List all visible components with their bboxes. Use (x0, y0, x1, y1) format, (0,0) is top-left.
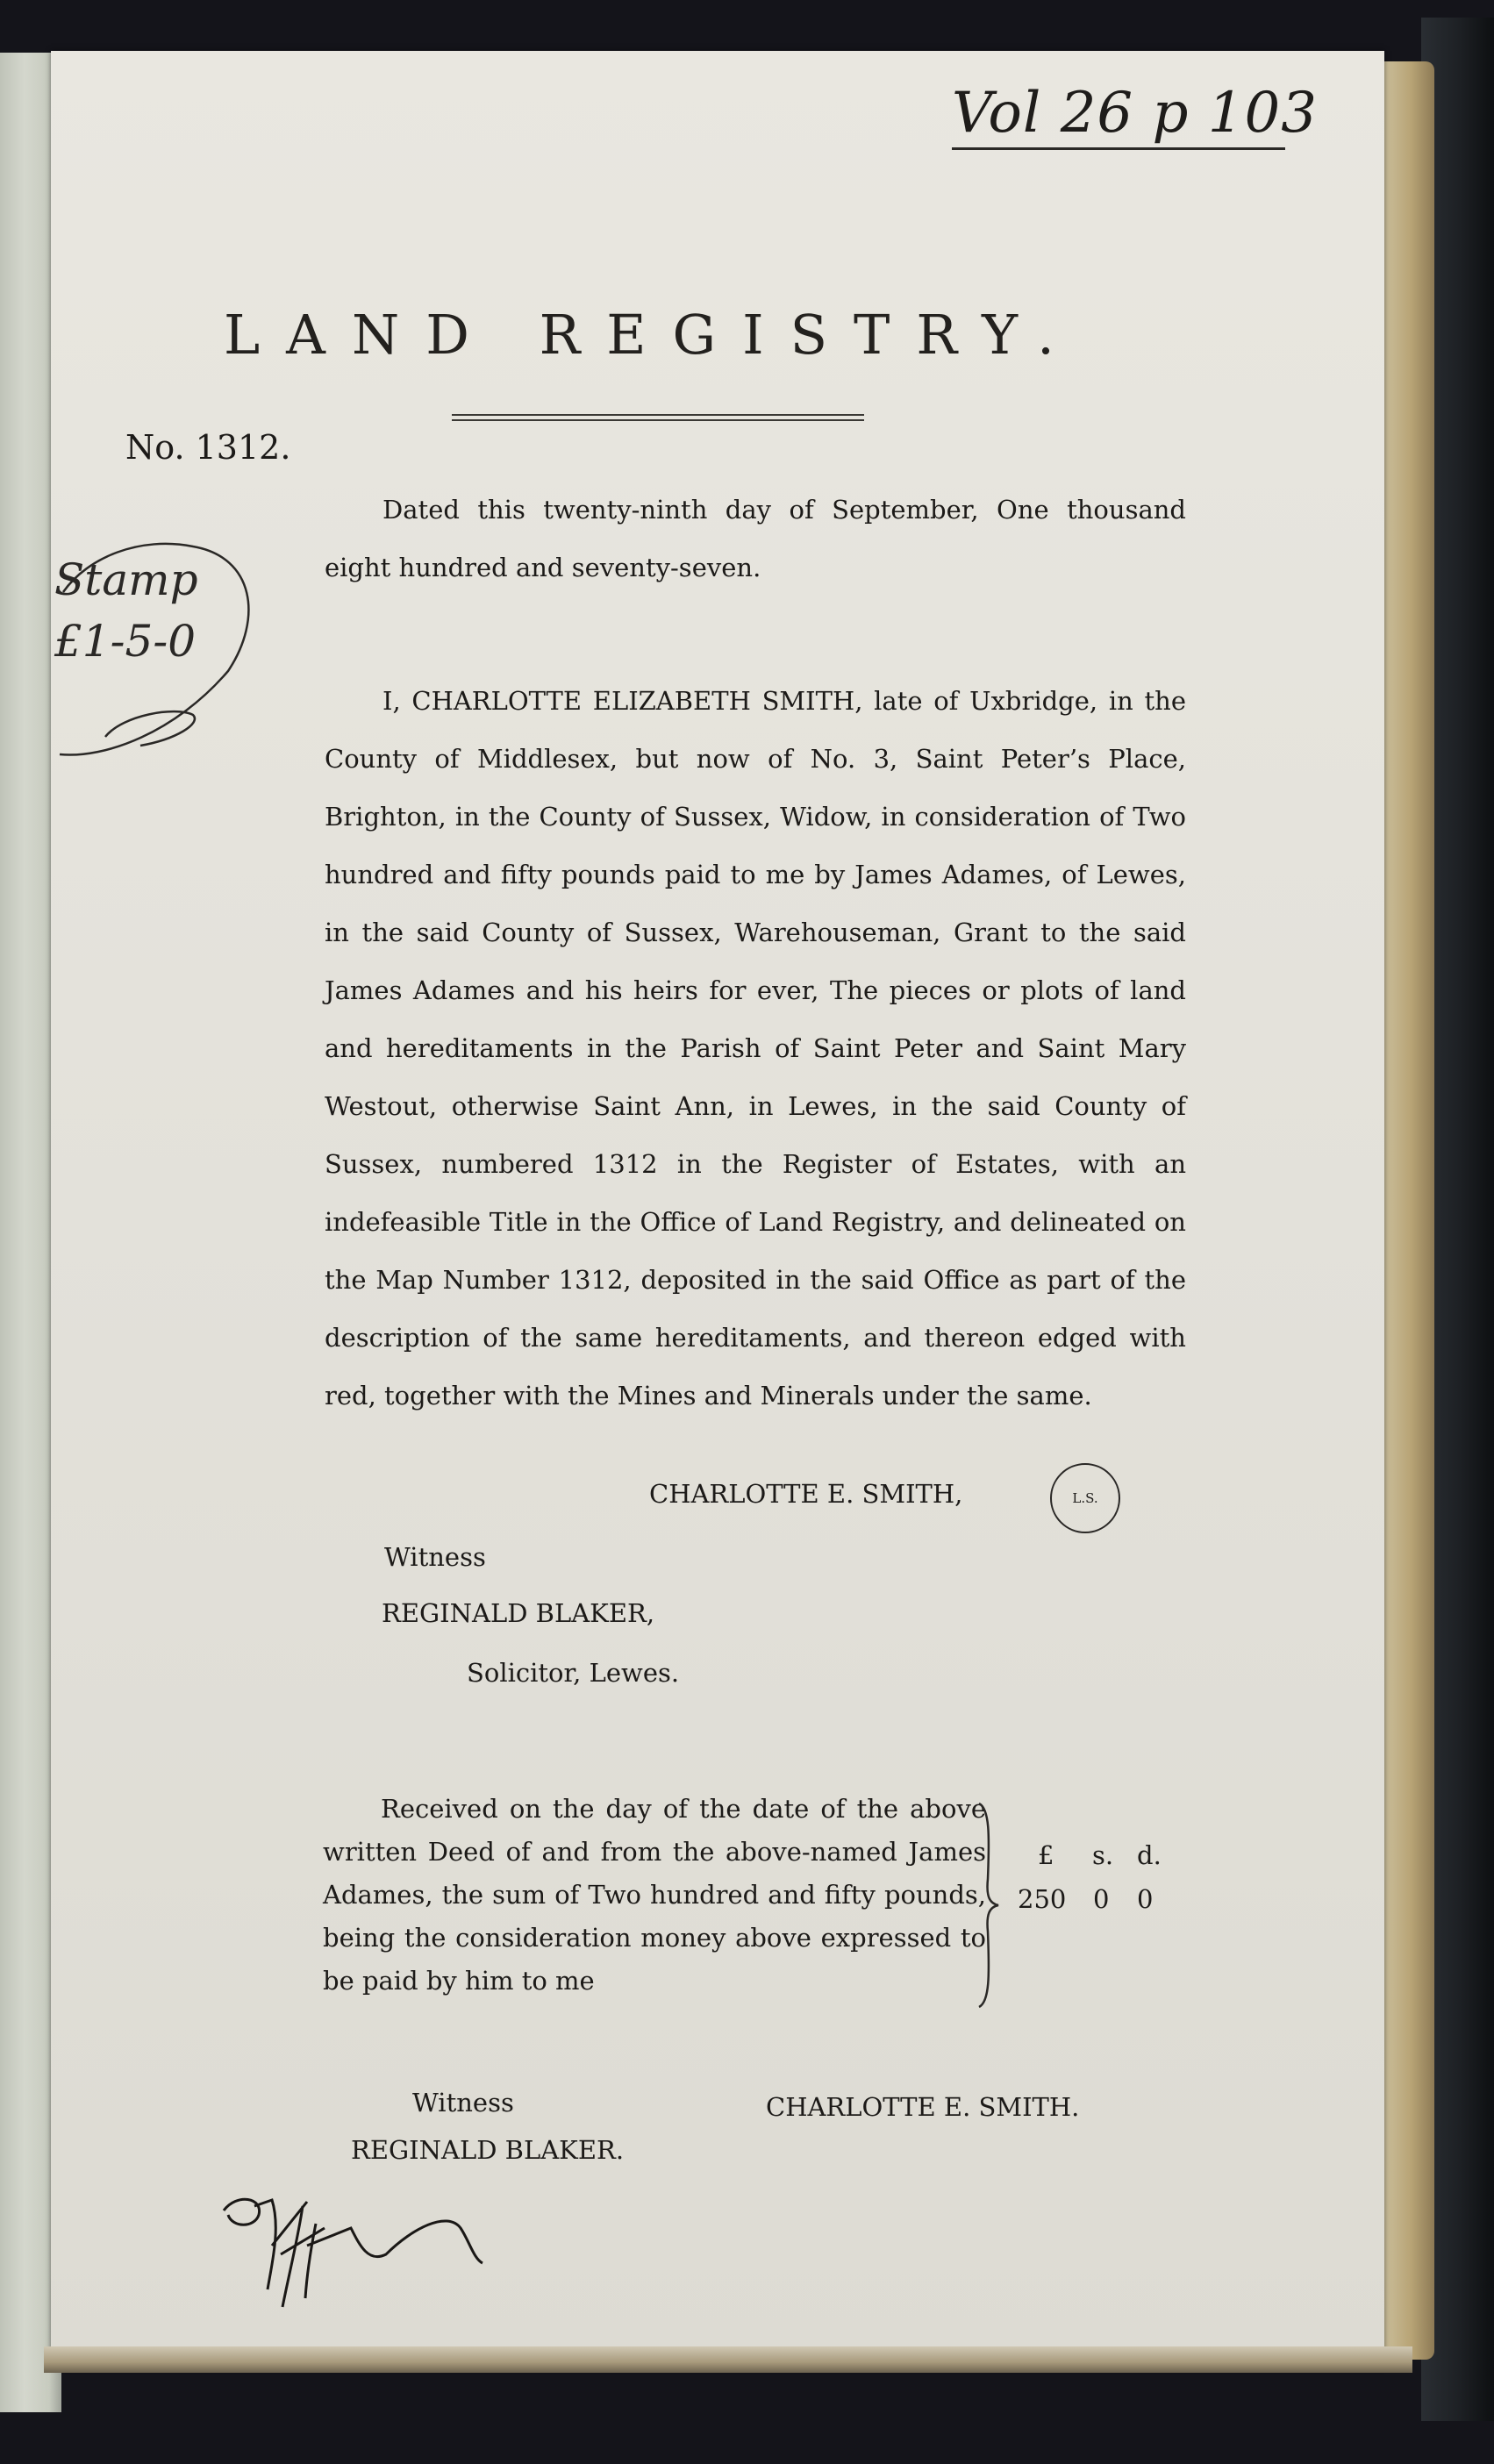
volume-reference: Vol 26 p 103 (952, 81, 1318, 146)
receipt-text: Received on the day of the date of the above written Deed of and from the above-named James Adames, the sum of Two hundred and fifty pounds, being the consideration money above expressed to be paid by him to me (323, 1794, 986, 1996)
witness-role: Solicitor, Lewes. (467, 1658, 680, 1688)
pence-header: d. (1137, 1840, 1162, 1870)
pounds-amount: 250 (1018, 1884, 1067, 1914)
volume-reference-underline (952, 147, 1285, 150)
shillings-header: s. (1092, 1840, 1114, 1870)
title-rule-top (452, 414, 864, 416)
receipt-paragraph (323, 1788, 986, 2003)
dated-paragraph (325, 481, 1186, 596)
page-bottom-edge (44, 2346, 1412, 2373)
shillings-amount: 0 (1093, 1884, 1110, 1914)
seal-circle (1050, 1463, 1120, 1533)
stamp-duty-note: Stamp £1-5-0 (54, 554, 198, 667)
grant-paragraph (325, 672, 1186, 1425)
grant-text: I, CHARLOTTE ELIZABETH SMITH, late of Uxbridge, in the County of Middlesex, but now of No. 3, Saint Peter’s Place, Brighton, in the County of Sussex, Widow, in consideration of Two hundred and fifty pounds paid to me by James Adames, of Lewes, in the said County of Sussex, Warehouseman, Grant to the said James Adames and his heirs for ever, The pieces or plots of land and hereditaments in the Parish of Saint Peter and Saint Mary Westout, otherwise Saint Ann, in Lewes, in the said County of Sussex, numbered 1312 in the Register of Estates, with an indefeasible Title in the Office of Land Registry, and delineated on the Map Number 1312, deposited in the said Office as part of the description of the same hereditaments, and thereon edged with red, together with the Mines and Minerals under the same. (325, 686, 1186, 1411)
title-rule-bottom (452, 419, 864, 421)
document-number: No. 1312. (125, 428, 291, 467)
pounds-header: £ (1038, 1840, 1054, 1870)
receipt-witness-name: REGINALD BLAKER. (351, 2135, 625, 2165)
seal-label: L.S. (1072, 1490, 1098, 1506)
brace-icon (976, 1800, 1002, 2010)
pence-amount: 0 (1137, 1884, 1154, 1914)
receipt-witness-label: Witness (412, 2088, 514, 2118)
handwritten-initials-icon (219, 2175, 491, 2316)
witness-name: REGINALD BLAKER, (382, 1598, 655, 1628)
document-title: LAND REGISTRY. (224, 303, 1081, 367)
dated-text: Dated this twenty-ninth day of September, One thousand eight hundred and seventy-seven. (325, 495, 1186, 582)
witness-label: Witness (384, 1542, 486, 1572)
receipt-signature: CHARLOTTE E. SMITH. (766, 2092, 1080, 2122)
grantor-signature: CHARLOTTE E. SMITH, (649, 1479, 963, 1509)
